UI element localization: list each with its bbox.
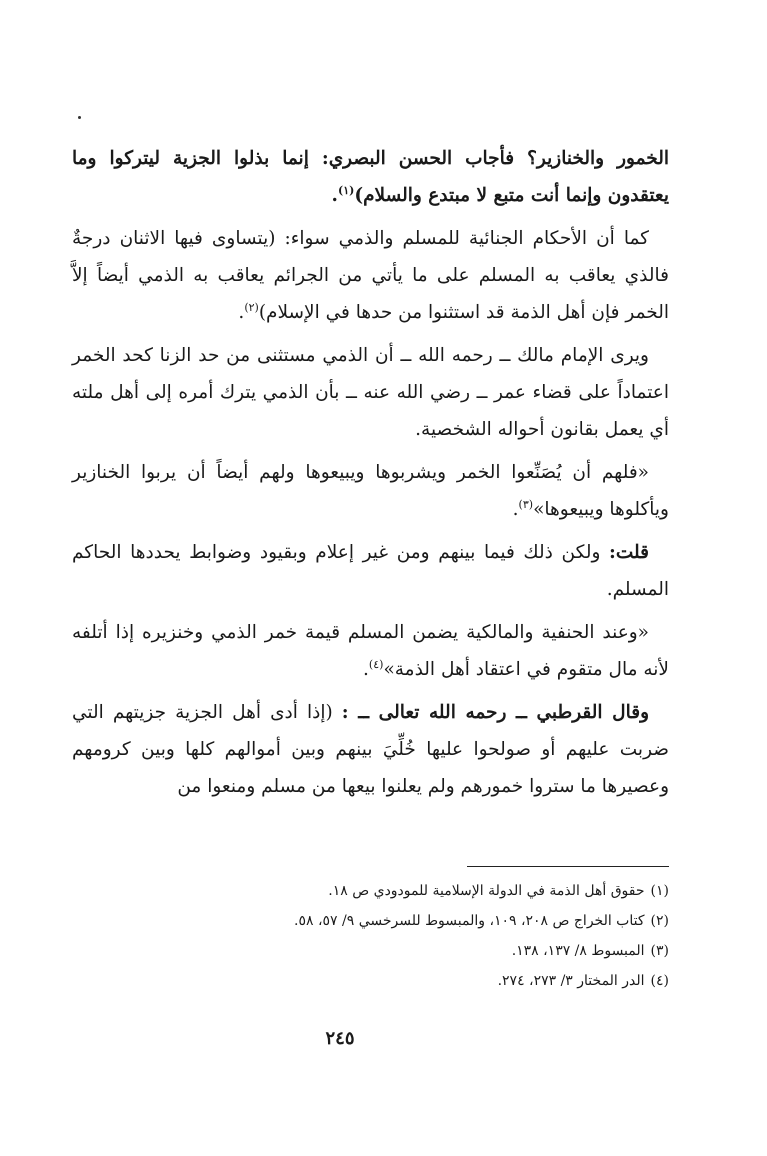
stray-dot (78, 116, 81, 119)
paragraph-6: «وعند الحنفية والمالكية يضمن المسلم قيمة خمر الذمي وخنزيره إذا أتلفه لأنه مال متقوم في اعتقاد أهل الذمة»$^{(٤)}$. (72, 622, 669, 680)
paragraph-5: قلت: ولكن ذلك فيما بينهم ومن غير إعلام وبقيود وضوابط يحددها الحاكم المسلم. (72, 542, 669, 600)
footnote-separator (467, 866, 669, 867)
paragraph-4: «فلهم أن يُصَنِّعوا الخمر ويشربوها ويبيعوها ولهم أيضاً أن يربوا الخنازير ويأكلوها ويبيعوها»$^{(٣)}$. (72, 462, 669, 520)
qultu-label: قلت: (609, 542, 649, 563)
footnotes (150, 876, 669, 996)
paragraph-7: وقال القرطبي ــ رحمه الله تعالى ــ : (إذا أدى أهل الجزية جزيتهم التي ضربت عليهم أو صولحوا عليها خُلِّيَ بينهم وبين أموالهم كلها وبين كرومهم وعصيرها ما ستروا خمورهم ولم يعلنوا بيعها من مسلم ومنعوا من (72, 702, 669, 797)
qurtubi-lead: وقال القرطبي ــ رحمه الله تعالى ــ : (341, 702, 649, 723)
footnote-1: (١)حقوق أهل الذمة في الدولة الإسلامية للمودودي ص ١٨. (328, 883, 669, 899)
paragraph-1: الخمور والخنازير؟ فأجاب الحسن البصري: إنما بذلوا الجزية ليتركوا وما يعتقدون وإنما أنت متبع لا مبتدع والسلام)$^{(١)}$. (72, 148, 669, 206)
footnote-3: (٣)المبسوط ٨/ ١٣٧، ١٣٨. (511, 943, 669, 959)
paragraph-3: ويرى الإمام مالك ــ رحمه الله ــ أن الذمي مستثنى من حد الزنا كحد الخمر اعتماداً على قضاء عمر ــ رضي الله عنه ــ بأن الذمي يترك أمره إلى أهل ملته أي يعمل بقانون أحواله الشخصية. (72, 345, 669, 440)
footnote-2: (٢)كتاب الخراج ص ٢٠٨، ١٠٩، والمبسوط للسرخسي ٩/ ٥٧، ٥٨. (294, 913, 669, 929)
paragraph-2: كما أن الأحكام الجنائية للمسلم والذمي سواء: (يتساوى فيها الاثنان درجةٌ فالذي يعاقب به المسلم على ما يأتي من الجرائم يعاقب به الذمي أيضاً إلاَّ الخمر فإن أهل الذمة قد استثنوا من حدها في الإسلام)$^{(٢)}$. (72, 228, 669, 323)
footnote-4: (٤)الدر المختار ٣/ ٢٧٣، ٢٧٤. (497, 973, 669, 989)
page-number: ٢٤٥ (325, 1028, 355, 1049)
body-text (72, 140, 669, 811)
